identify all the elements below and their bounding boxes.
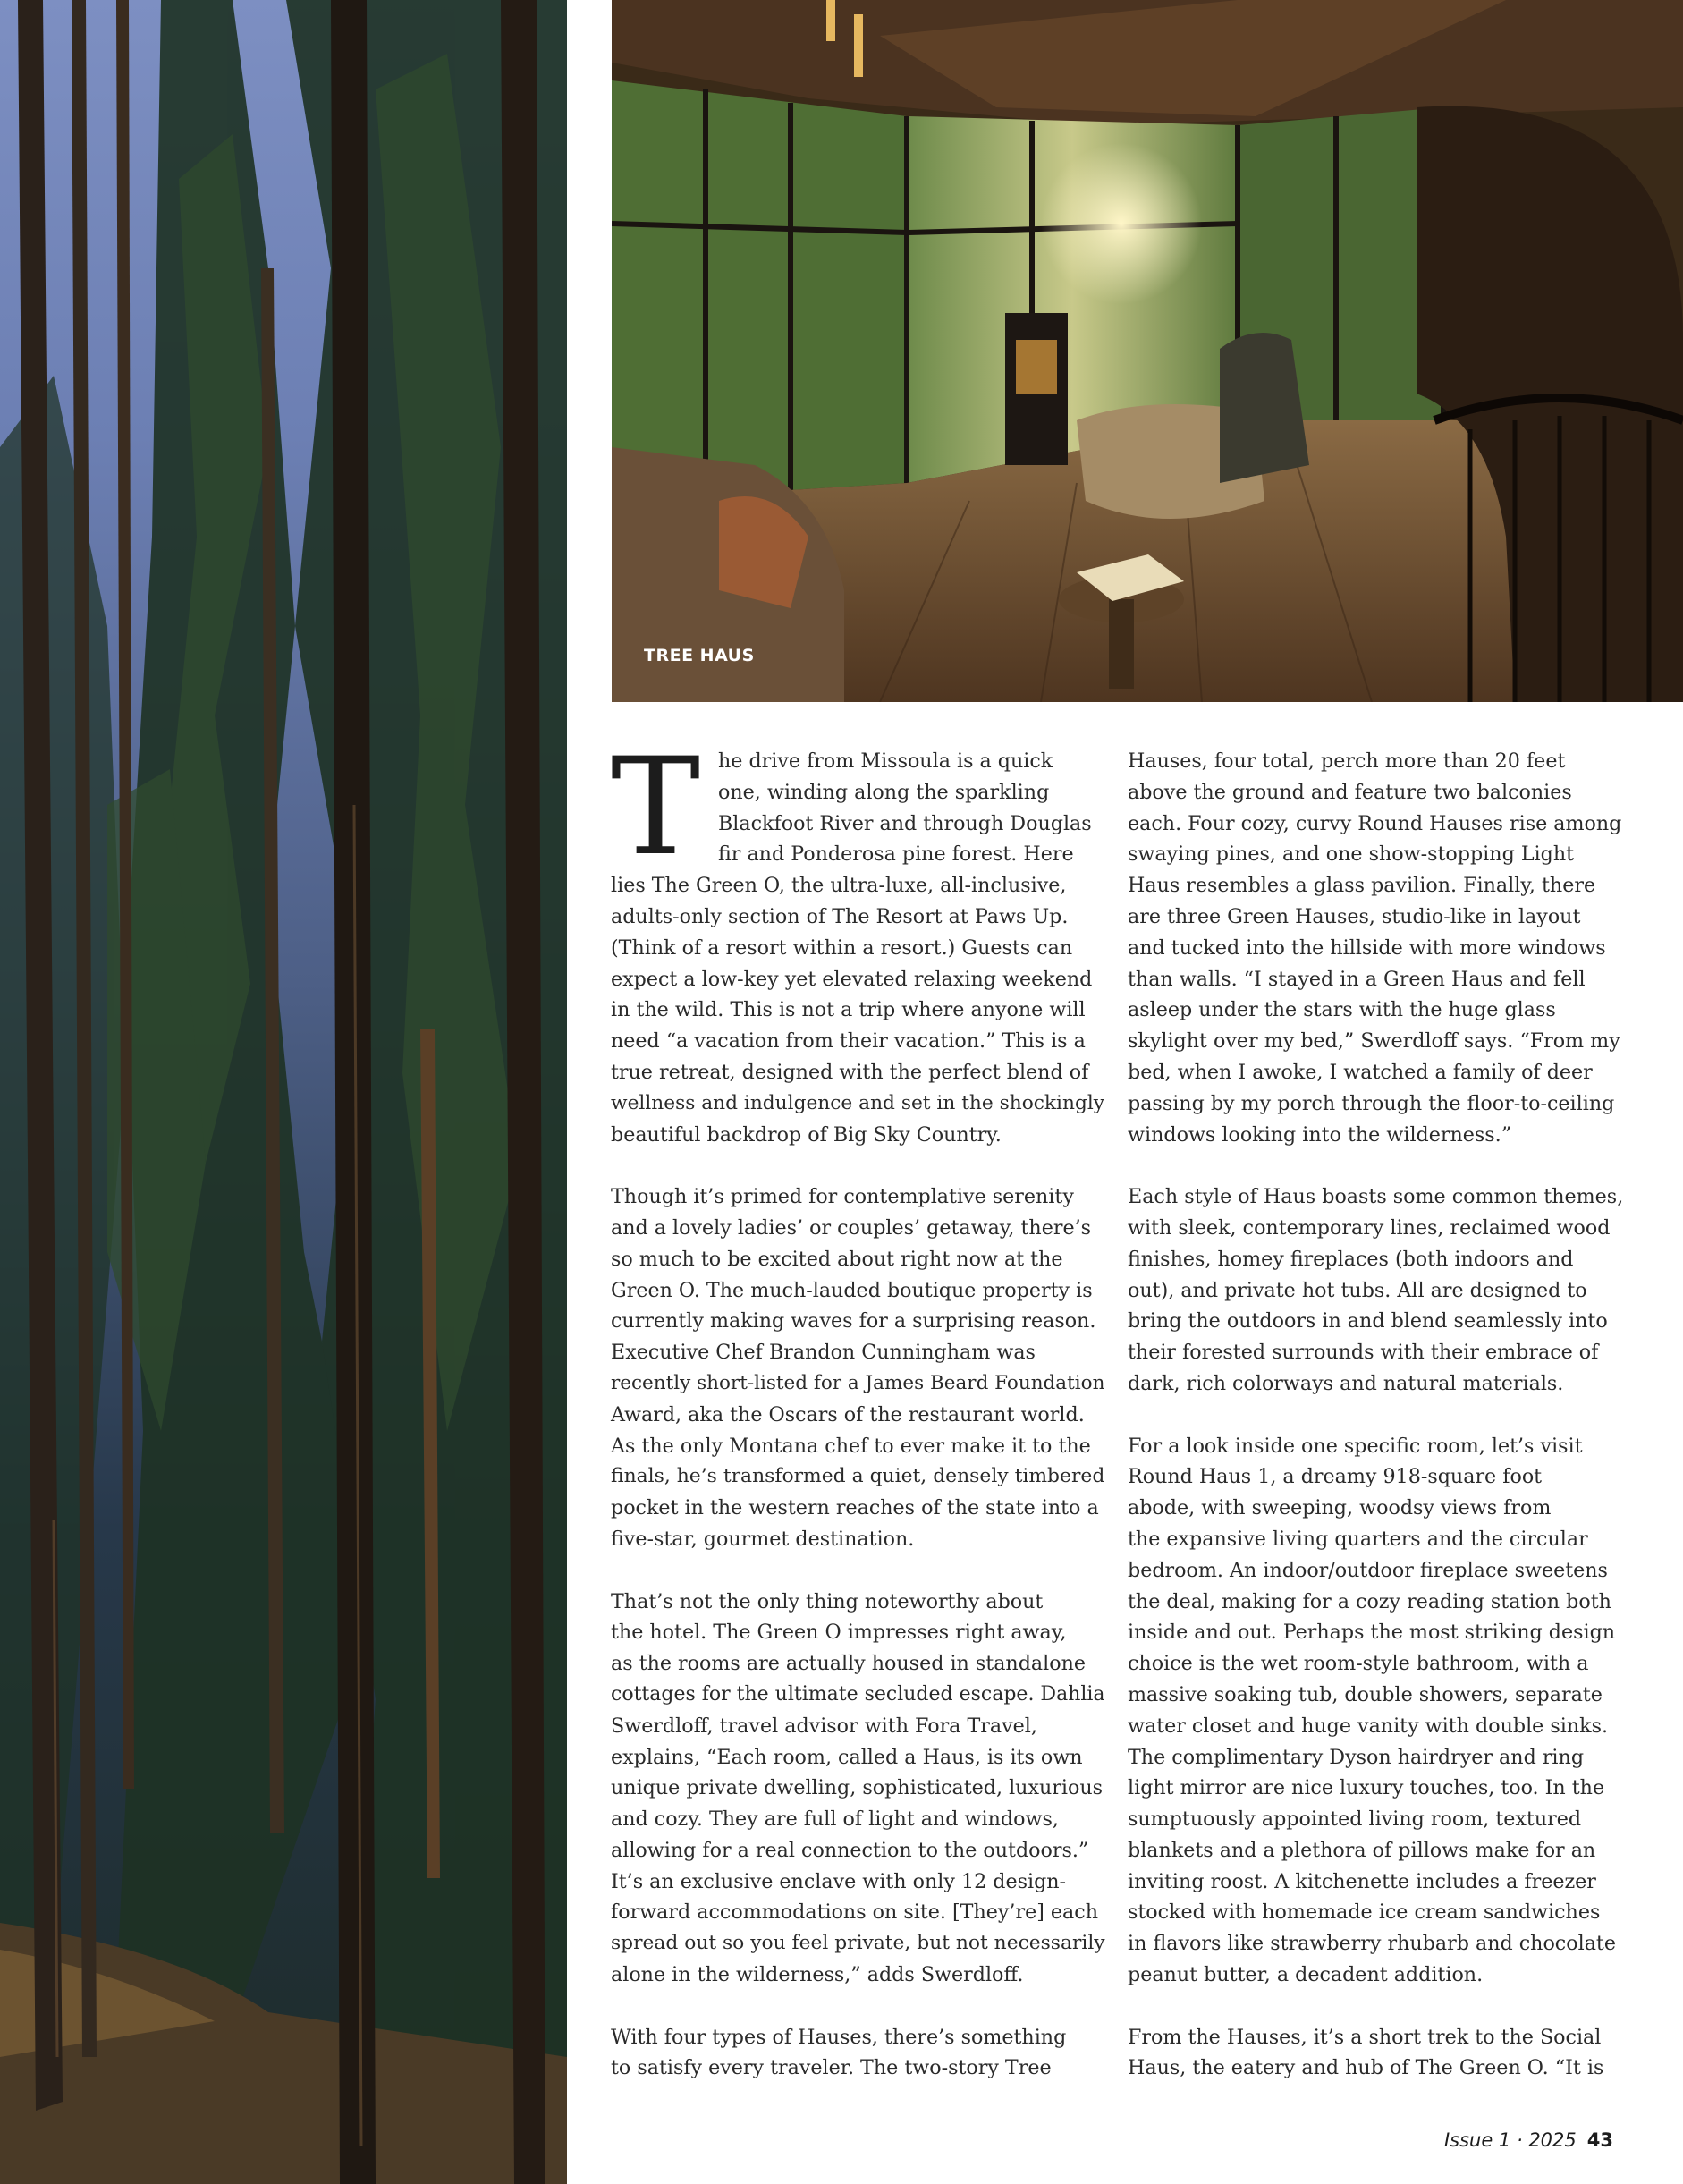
interior-photo <box>612 0 1683 702</box>
article-line: forward accommodations on site. [They’re] each <box>611 1900 1098 1925</box>
article-line: out), and private hot tubs. All are designed to <box>1128 1278 1587 1302</box>
article-line: and tucked into the hillside with more windows <box>1128 935 1606 960</box>
article-line: choice is the wet room-style bathroom, with a <box>1128 1652 1589 1676</box>
article-line: Each style of Haus boasts some common themes, <box>1128 1185 1624 1209</box>
issue-label: Issue 1 · 2025 <box>1443 2129 1577 2151</box>
article-line: Swerdloff, travel advisor with Fora Travel, <box>611 1714 1037 1738</box>
article-line: true retreat, designed with the perfect blend of <box>611 1060 1089 1084</box>
article-line: blankets and a plethora of pillows make for an <box>1128 1838 1596 1862</box>
article-paragraph <box>611 2022 1107 2085</box>
article-line: bring the outdoors in and blend seamlessly into <box>1128 1309 1608 1333</box>
article-line: The complimentary Dyson hairdryer and ring <box>1128 1745 1585 1769</box>
article-column-right <box>1128 746 1624 2115</box>
article-line: adults-only section of The Resort at Paws Up. <box>611 904 1069 928</box>
article-line: currently making waves for a surprising reason. <box>611 1309 1096 1333</box>
article-line: Blackfoot River and through Douglas <box>718 811 1092 835</box>
article-line: unique private dwelling, sophisticated, luxurious <box>611 1776 1103 1800</box>
article-line: inviting roost. A kitchenette includes a freezer <box>1128 1869 1596 1893</box>
article-line: fir and Ponderosa pine forest. Here <box>718 842 1074 867</box>
article-line: Award, aka the Oscars of the restaurant world. <box>611 1402 1085 1426</box>
article-line: As the only Montana chef to ever make it to the <box>611 1434 1091 1458</box>
article-line: (Think of a resort within a resort.) Guests can <box>611 935 1073 960</box>
article-line: cottages for the ultimate secluded escape. Dahlia <box>611 1682 1105 1706</box>
article-line: alone in the wilderness,” adds Swerdloff. <box>611 1963 1024 1987</box>
article-line: swaying pines, and one show-stopping Light <box>1128 842 1575 867</box>
article-line: Round Haus 1, a dreamy 918-square foot <box>1128 1465 1543 1489</box>
article-line: stocked with homemade ice cream sandwiches <box>1128 1900 1601 1925</box>
article-paragraph <box>1128 1181 1624 1400</box>
article-line: That’s not the only thing noteworthy about <box>611 1589 1044 1613</box>
forest-illustration <box>0 0 567 2184</box>
article-line: abode, with sweeping, woodsy views from <box>1128 1496 1552 1520</box>
article-line: and cozy. They are full of light and windows, <box>611 1807 1059 1832</box>
article-line: windows looking into the wilderness.” <box>1128 1122 1512 1147</box>
article-line: For a look inside one specific room, let’s visit <box>1128 1434 1583 1458</box>
article-line: recently short-listed for a James Beard Foundation <box>611 1371 1105 1394</box>
article-line: five-star, gourmet destination. <box>611 1527 915 1551</box>
article-line: bed, when I awoke, I watched a family of deer <box>1128 1060 1593 1084</box>
article-paragraph <box>1128 746 1624 1150</box>
article-line: finishes, homey fireplaces (both indoors and <box>1128 1247 1574 1271</box>
article-line: inside and out. Perhaps the most striking design <box>1128 1621 1616 1645</box>
article-line: the expansive living quarters and the circular <box>1128 1527 1588 1551</box>
article-line: massive soaking tub, double showers, separate <box>1128 1682 1603 1706</box>
article-line: Haus resembles a glass pavilion. Finally, there <box>1128 874 1596 898</box>
article-line: light mirror are nice luxury touches, too. In the <box>1128 1776 1605 1800</box>
article-paragraph <box>611 1181 1107 1555</box>
article-line: and a lovely ladies’ or couples’ getaway, there’s <box>611 1215 1092 1240</box>
photo-caption: TREE HAUS <box>644 646 755 665</box>
article-line: Executive Chef Brandon Cunningham was <box>611 1341 1036 1365</box>
article-line: water closet and huge vanity with double sinks. <box>1128 1714 1609 1738</box>
article-line: with sleek, contemporary lines, reclaimed wood <box>1128 1215 1611 1240</box>
article-column-left <box>611 730 1107 2115</box>
article-line: the hotel. The Green O impresses right away, <box>611 1621 1067 1645</box>
article-paragraph <box>1128 1431 1624 1991</box>
article-line: are three Green Hauses, studio-like in layout <box>1128 904 1581 928</box>
article-line: Though it’s primed for contemplative serenity <box>611 1185 1074 1209</box>
article-line: Haus, the eatery and hub of The Green O. “It is <box>1128 2056 1604 2080</box>
article-line: It’s an exclusive enclave with only 12 design- <box>611 1869 1067 1893</box>
article-paragraph <box>611 1587 1107 1991</box>
article-line: in the wild. This is not a trip where anyone will <box>611 998 1086 1022</box>
article-line: skylight over my bed,” Swerdloff says. “From my <box>1128 1029 1620 1054</box>
article-line: allowing for a real connection to the outdoors.” <box>611 1838 1089 1862</box>
article-line: beautiful backdrop of Big Sky Country. <box>611 1122 1002 1147</box>
article-line: so much to be excited about right now at the <box>611 1247 1063 1271</box>
article-line: as the rooms are actually housed in standalone <box>611 1652 1087 1676</box>
article-line: sumptuously appointed living room, textured <box>1128 1807 1582 1832</box>
article-line: passing by my porch through the floor-to-ceiling <box>1128 1091 1615 1115</box>
article-line: dark, rich colorways and natural materials. <box>1128 1371 1564 1395</box>
article-line: peanut butter, a decadent addition. <box>1128 1963 1484 1987</box>
forest-photo <box>0 0 567 2184</box>
article-paragraph <box>1128 2022 1624 2085</box>
article-line: in flavors like strawberry rhubarb and chocolate <box>1128 1932 1616 1956</box>
article-line: pocket in the western reaches of the state into a <box>611 1496 1099 1520</box>
article-line: spread out so you feel private, but not necessarily <box>611 1932 1105 1955</box>
article-line: to satisfy every traveler. The two-story Tree <box>611 2056 1052 2080</box>
article-line: than walls. “I stayed in a Green Haus and fell <box>1128 967 1586 991</box>
article-line: asleep under the stars with the huge glass <box>1128 998 1556 1022</box>
article-line: Hauses, four total, perch more than 20 feet <box>1128 749 1566 773</box>
article-line: wellness and indulgence and set in the shockingly <box>611 1091 1105 1114</box>
article-line: With four types of Hauses, there’s something <box>611 2025 1067 2049</box>
article-line: need “a vacation from their vacation.” This is a <box>611 1029 1086 1054</box>
article-line: explains, “Each room, called a Haus, is its own <box>611 1745 1083 1769</box>
article-line: From the Hauses, it’s a short trek to the Social <box>1128 2025 1602 2049</box>
folio <box>1444 2129 1613 2151</box>
article-line: lies The Green O, the ultra-luxe, all-inclusive, <box>611 874 1067 898</box>
article-line: above the ground and feature two balconies <box>1128 780 1572 804</box>
article-line: one, winding along the sparkling <box>718 780 1050 804</box>
article-line: expect a low-key yet elevated relaxing weekend <box>611 967 1093 991</box>
article-line: each. Four cozy, curvy Round Hauses rise among <box>1128 811 1622 835</box>
drop-cap: T <box>611 730 701 885</box>
article-line: their forested surrounds with their embrace of <box>1128 1341 1599 1365</box>
article-line: Green O. The much-lauded boutique property is <box>611 1278 1093 1302</box>
page-number: 43 <box>1586 2129 1613 2151</box>
article-line: the deal, making for a cozy reading station both <box>1128 1589 1611 1613</box>
article-line: bedroom. An indoor/outdoor fireplace sweetens <box>1128 1558 1608 1582</box>
article-line: he drive from Missoula is a quick <box>718 749 1053 773</box>
article-line: finals, he’s transformed a quiet, densely timbered <box>611 1465 1105 1488</box>
living-room-illustration <box>612 0 1683 702</box>
